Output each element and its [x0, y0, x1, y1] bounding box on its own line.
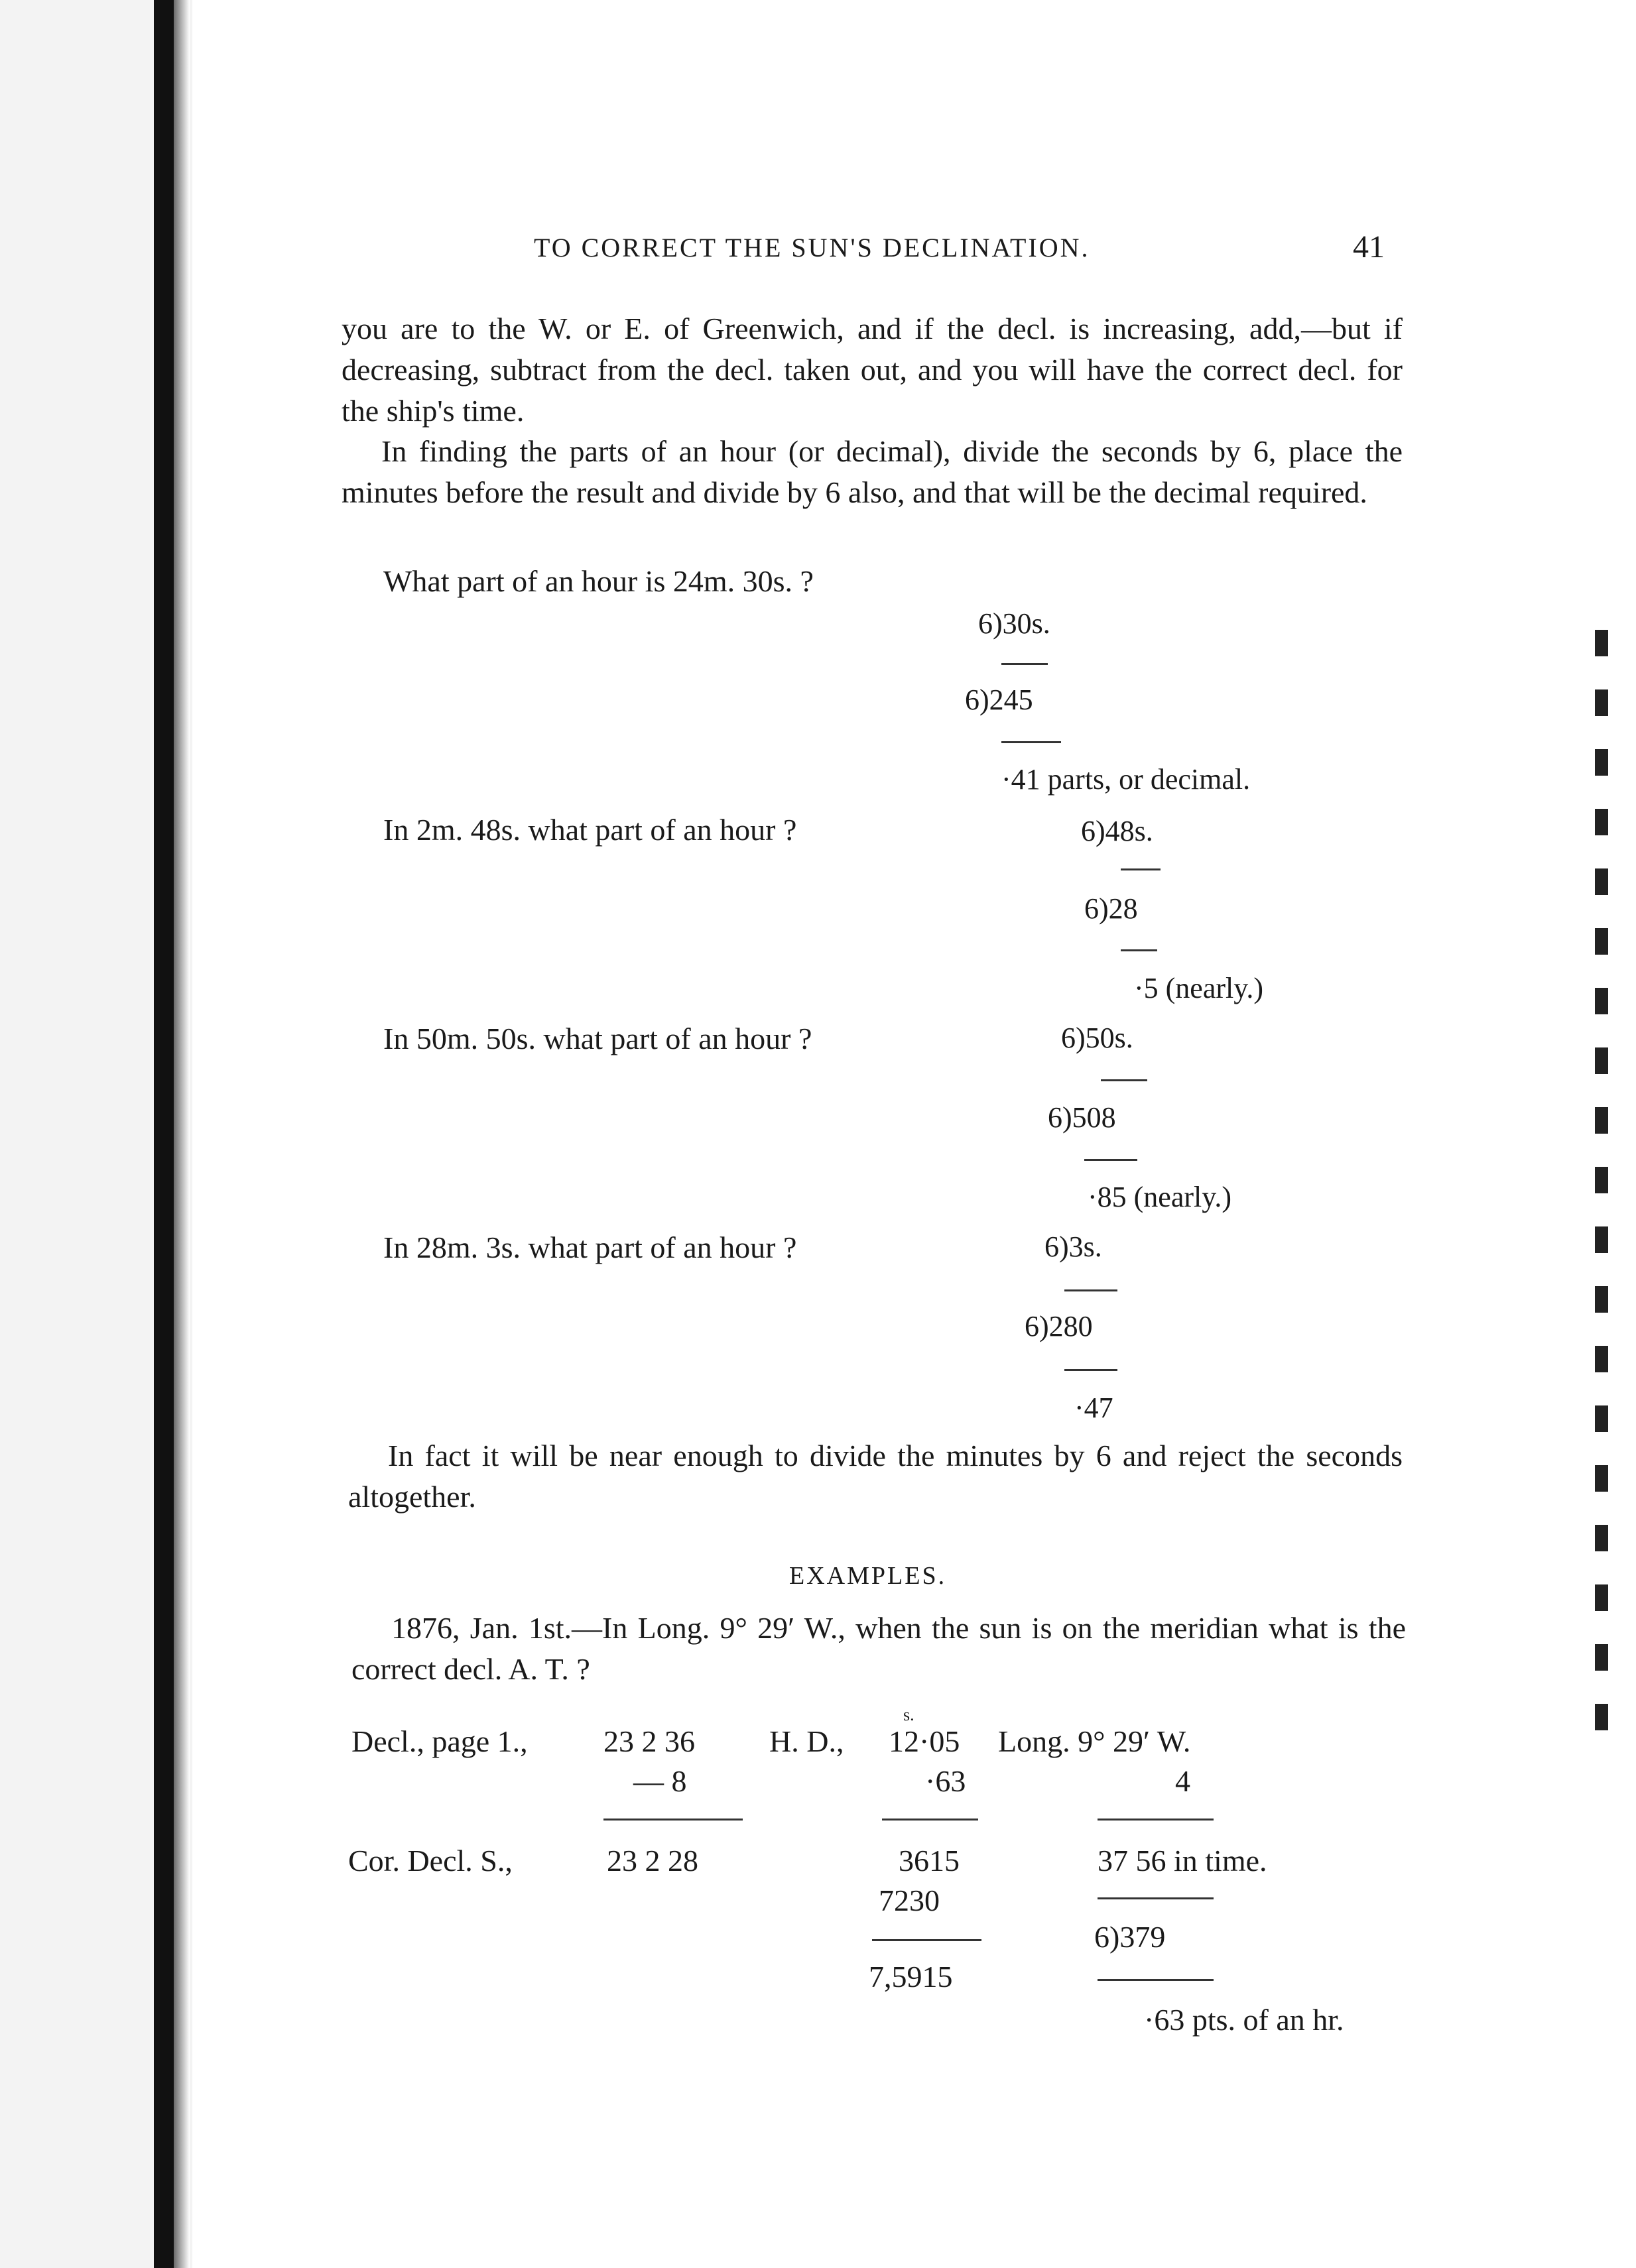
q3-step1: 6)50s. — [1061, 1022, 1133, 1054]
running-header: TO CORRECT THE SUN'S DECLINATION. — [534, 233, 1090, 263]
question-4: In 28m. 3s. what part of an hour ? — [383, 1230, 797, 1264]
spine-shadow — [174, 0, 190, 2268]
hd-partial-2: 7230 — [879, 1883, 940, 1917]
cor-decl-label: Cor. Decl. S., — [348, 1844, 513, 1878]
long-rule-1 — [1098, 1819, 1214, 1820]
hd-multiplier: ·63 — [925, 1764, 966, 1798]
hd-label: H. D., — [769, 1724, 844, 1758]
q4-step2: 6)280 — [1025, 1310, 1093, 1343]
decl-label: Decl., page 1., — [351, 1724, 528, 1758]
decl-rule — [603, 1819, 743, 1820]
long-result: ·63 pts. of an hr. — [1144, 2003, 1344, 2037]
hd-unit: s. — [903, 1705, 914, 1724]
cor-decl-value: 23 2 28 — [607, 1844, 698, 1878]
long-rule-2 — [1098, 1897, 1214, 1899]
q3-step2: 6)508 — [1048, 1101, 1116, 1134]
q2-step1: 6)48s. — [1081, 815, 1153, 847]
q2-result: ·5 (nearly.) — [1134, 972, 1264, 1004]
long-rule-3 — [1098, 1979, 1214, 1981]
next-page-edge — [1595, 630, 1608, 1757]
page-number: 41 — [1353, 229, 1385, 265]
q4-rule-1 — [1064, 1289, 1117, 1291]
q2-rule-2 — [1121, 949, 1157, 951]
example-intro: 1876, Jan. 1st.—In Long. 9° 29′ W., when the sun is on the meridian what is the correct decl. A. T. ? — [351, 1611, 1406, 1686]
q2-step2: 6)28 — [1084, 892, 1138, 925]
hd-value: 12·05 — [889, 1724, 960, 1758]
q2-rule-1 — [1121, 868, 1161, 870]
paragraph-3: In fact it will be near enough to divide the minutes by 6 and reject the seconds altogether. — [348, 1439, 1403, 1514]
question-2: In 2m. 48s. what part of an hour ? — [383, 813, 797, 847]
decl-subtract: — 8 — [633, 1764, 687, 1798]
q1-rule-2 — [1001, 741, 1061, 743]
question-1: What part of an hour is 24m. 30s. ? — [383, 564, 814, 598]
hd-total: 7,5915 — [869, 1960, 953, 1994]
book-spine — [154, 0, 174, 2268]
examples-heading: EXAMPLES. — [789, 1562, 947, 1590]
decl-value: 23 2 36 — [603, 1724, 695, 1758]
q1-result: ·41 parts, or decimal. — [1001, 763, 1251, 796]
q1-step2: 6)245 — [965, 684, 1033, 716]
paragraph-2: In finding the parts of an hour (or decimal), divide the seconds by 6, place the minutes before the result and divide by 6 also, and that will be the decimal required. — [342, 434, 1403, 509]
q3-result: ·85 (nearly.) — [1088, 1181, 1232, 1213]
long-time: 37 56 in time. — [1098, 1844, 1267, 1878]
q4-rule-2 — [1064, 1369, 1117, 1371]
question-3: In 50m. 50s. what part of an hour ? — [383, 1022, 812, 1055]
q1-rule-1 — [1001, 663, 1048, 665]
q4-result: ·47 — [1074, 1392, 1113, 1424]
long-multiplier: 4 — [1175, 1764, 1190, 1798]
hd-rule-1 — [882, 1819, 978, 1820]
q4-step1: 6)3s. — [1044, 1230, 1102, 1263]
hd-partial-1: 3615 — [899, 1844, 960, 1878]
q3-rule-1 — [1101, 1079, 1147, 1081]
q1-step1: 6)30s. — [978, 607, 1050, 640]
paragraph-1: you are to the W. or E. of Greenwich, and if the decl. is increasing, add,—but if decreasing, subtract from the decl. taken out, and you will have the correct decl. for the ship's time. — [342, 312, 1403, 428]
long-division: 6)379 — [1094, 1920, 1166, 1954]
hd-rule-2 — [872, 1939, 981, 1941]
q3-rule-2 — [1084, 1159, 1137, 1161]
long-label: Long. 9° 29′ W. — [998, 1724, 1191, 1758]
